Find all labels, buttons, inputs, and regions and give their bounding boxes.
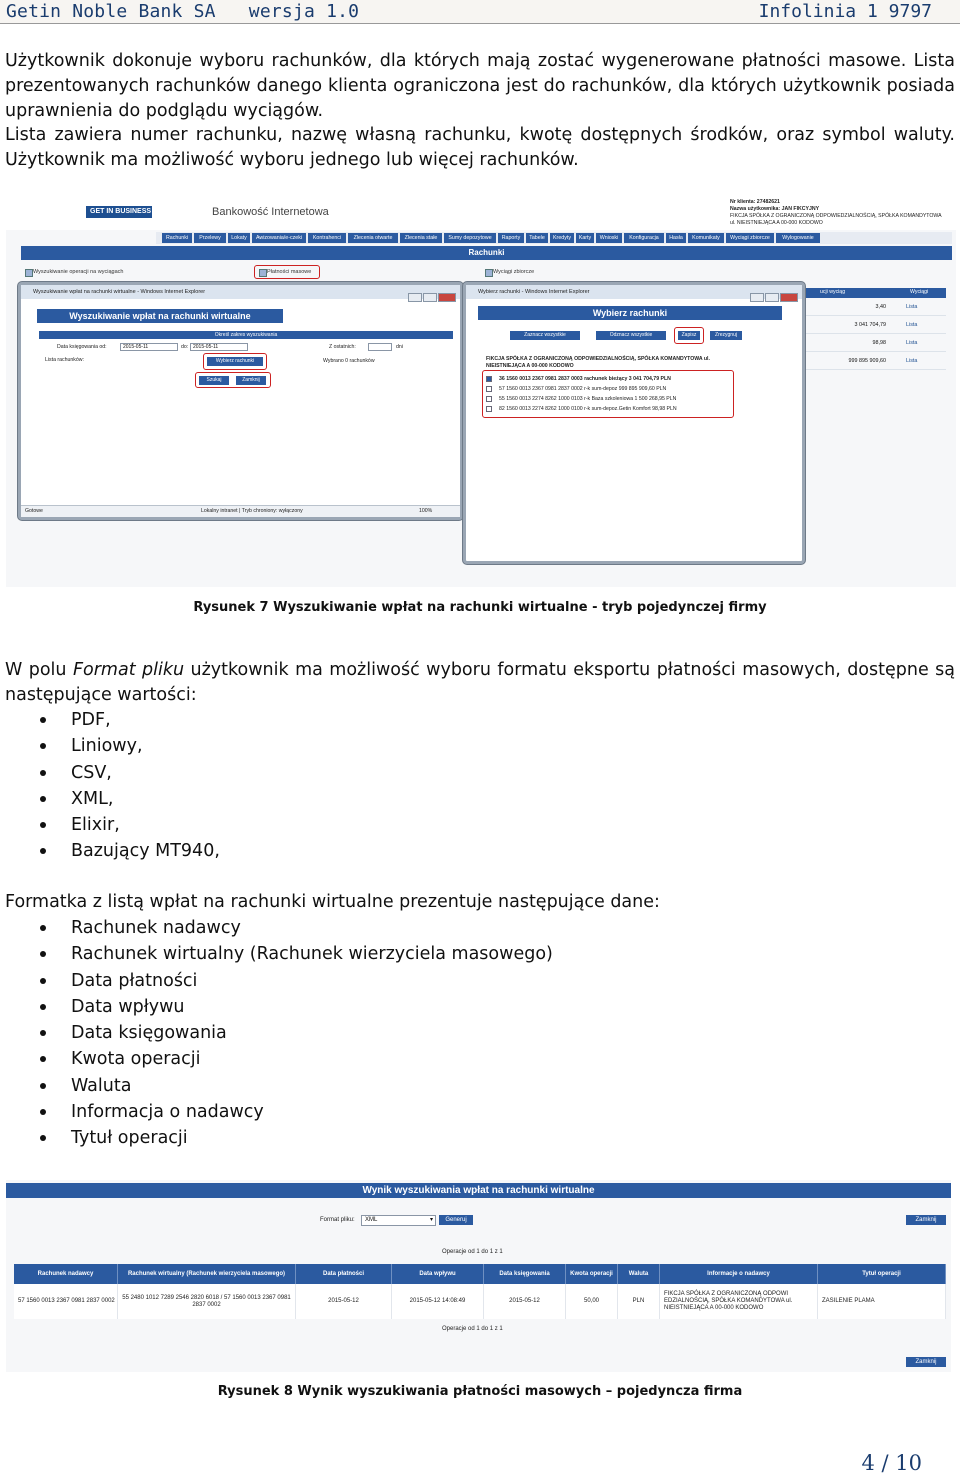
highlight-choose-accounts [203,353,267,370]
table-row [786,298,946,316]
format-list [0,707,220,865]
window2-controls [749,287,799,296]
deselect-all-button[interactable]: Odznacz wszystkie [596,331,666,340]
nav-item[interactable]: Kredyty [550,233,574,243]
list-item: Kwota operacji [0,1046,553,1072]
table-row [786,316,946,334]
list-item: Tytuł operacji [0,1125,553,1151]
table-cell: 2015-05-12 14:08:49 [392,1284,484,1319]
date-to-label: do: [181,344,189,350]
table-cell: PLN [618,1284,660,1319]
table-row [786,334,946,352]
table-row [786,352,946,370]
table-cell: ZASILENIE PLAMA [818,1284,946,1319]
intro-line-3: uprawnienia do podglądu wyciągów. [5,101,324,121]
list-item: Rachunek wirtualny (Rachunek wierzyciela masowego) [0,941,553,967]
table-cell: 57 1560 0013 2367 0981 2837 0002 [14,1284,118,1319]
nav-item[interactable]: Wyciągi zbiorcze [726,233,774,243]
figure-7-screenshot [6,192,956,587]
close-window-button[interactable] [780,293,798,302]
col-header-statements: Wyciągi [910,289,929,295]
generate-button[interactable]: Generuj [439,1215,473,1225]
subtab-statement-search[interactable]: Wyszukiwanie operacji na wyciągach [24,267,123,277]
window-choose-accounts [463,282,805,564]
days-label: dni [396,344,403,350]
client-info [730,199,956,227]
nav-item[interactable]: Lokaty [228,233,250,243]
data-list [0,915,553,1152]
ops-count-bottom: Operacje od 1 do 1 z 1 [442,1326,503,1332]
accounts-label: Lista rachunków: [45,357,84,363]
format-line-1: W polu Format pliku użytkownik ma możliwość wyboru formatu eksportu płatności masowych, dostępne są [5,660,956,680]
close-button[interactable]: Zamknij [236,376,266,385]
list-item: Rachunek nadawcy [0,915,553,941]
minimize-button[interactable] [750,293,764,302]
choose-accounts-button[interactable]: Wybierz rachunki [207,357,263,366]
table-cell: 50,00 [566,1284,618,1319]
account-text: 82 1560 0013 2274 8262 1000 0100 r-k sum-depoz.Getin Komfort 98,98 PLN [499,406,677,412]
format-label: Format pliku: [320,1217,355,1223]
search-button[interactable]: Szukaj [199,376,229,385]
nav-item[interactable]: Sumy depozytowe [444,233,496,243]
statement-list-link[interactable]: Lista [906,340,918,346]
balance: 3 041 704,79 [854,322,886,328]
nav-item[interactable]: Raporty [498,233,524,243]
nav-item[interactable]: Komunikaty [688,233,724,243]
column-header: Tytuł operacji [818,1264,946,1284]
maximize-button[interactable] [765,293,779,302]
balance: 999 895 909,60 [848,358,886,364]
highlight-save [674,327,704,344]
last-days-input[interactable] [368,343,392,351]
column-header: Data płatności [296,1264,392,1284]
highlight-mass-payments [254,265,320,279]
minimize-button[interactable] [408,293,422,302]
statement-list-link[interactable]: Lista [906,304,918,310]
table-cell: FIKCJA SPÓŁKA Z OGRANICZONĄ ODPOWI EDZIALNOŚCIĄ, SPÓŁKA KOMANDYTOWA ul. NIEISTNIEJĄCA A 00-000 KODOWO [660,1284,818,1319]
cancel-button[interactable]: Zrezygnuj [710,331,742,340]
intro-line-5: Użytkownik ma możliwość wyboru jednego lub więcej rachunków. [5,150,579,170]
page-number: 4 / 10 [861,1451,922,1475]
column-header: Kwota operacji [566,1264,618,1284]
nav-item[interactable]: Hasła [666,233,686,243]
company-header: FIKCJA SPÓŁKA Z OGRANICZONĄ ODPOWIEDZIALNOŚCIĄ, SPÓŁKA KOMANDYTOWA ul. NIEISTNIEJĄCA A 00-000 KODOWO [486,356,710,369]
close-window-button[interactable] [438,293,456,302]
search-panel-title: Wyszukiwanie wpłat na rachunki wirtualne [37,309,283,323]
figure-8-screenshot [6,1180,951,1372]
client-company: FIKCJA SPÓŁKA Z OGRANICZONĄ ODPOWIEDZIALNOŚCIĄ, SPÓŁKA KOMANDYTOWA [730,213,942,219]
result-table-header [14,1264,946,1284]
choose-panel-title: Wybierz rachunki [478,306,782,320]
column-header: Informacje o nadawcy [660,1264,818,1284]
nav-item[interactable]: Przelewy [194,233,226,243]
table-cell: 55 2480 1012 7289 2546 2820 6018 / 57 1560 0013 2367 0981 2837 0002 [118,1284,296,1319]
select-all-button[interactable]: Zaznacz wszystkie [510,331,580,340]
balance: 98,98 [872,340,886,346]
statement-list-link[interactable]: Lista [906,322,918,328]
section-bar: Rachunki [21,246,952,260]
nav-item[interactable]: Tabele [526,233,548,243]
nav-item[interactable]: Zlecenia otwarte [348,233,398,243]
list-item: Liniowy, [0,733,220,759]
close-button-top[interactable]: Zamknij [906,1215,946,1225]
status-zoom[interactable]: 100% [419,508,433,514]
list-item: Elixir, [0,812,220,838]
subtab-mass-payments[interactable]: Płatności masowe [258,267,311,277]
bank-topbar [6,192,956,230]
date-from-input[interactable]: 2015-05-11 [120,343,178,351]
account-text: 36 1560 0013 2367 0981 2837 0003 rachunek bieżący 3 041 704,79 PLN [499,376,671,382]
column-header: Data księgowania [484,1264,566,1284]
nav-item[interactable]: Awizowania/e-czeki [252,233,306,243]
list-item: Data wpływu [0,994,553,1020]
table-row[interactable] [14,1284,946,1319]
nav-item[interactable]: Karty [576,233,594,243]
nav-item[interactable]: Kontrahenci [308,233,346,243]
list-item: Data księgowania [0,1020,553,1046]
window2-title: Wybierz rachunki - Windows Internet Explorer [466,285,802,299]
account-text: 57 1560 0013 2367 0981 2837 0002 r-k sum-depoz 999 895 909,60 PLN [499,386,667,392]
format-select[interactable]: XML ▾ [361,1215,436,1226]
list-item: Bazujący MT940, [0,838,220,864]
column-header: Data wpływu [392,1264,484,1284]
column-header: Waluta [618,1264,660,1284]
status-zone: Lokalny intranet | Tryb chroniony: wyłączony [201,508,303,514]
list-intro: Formatka z listą wpłat na rachunki wirtualne prezentuje następujące dane: [5,892,660,912]
list-item: PDF, [0,707,220,733]
date-label: Data księgowania od: [57,344,107,350]
status-ready: Gotowe [25,508,43,514]
list-item: XML, [0,786,220,812]
client-user: Nazwa użytkownika: JAN FIKCYJNY [730,206,820,212]
nav-item[interactable]: Zlecenia stałe [400,233,442,243]
highlight-account-list [482,370,734,418]
statement-list-link[interactable]: Lista [906,358,918,364]
account-text: 55 1560 0013 2274 8262 1000 0103 r-k Baza szkoleniowa 1 500 268,95 PLN [499,396,677,402]
main-nav [156,232,952,244]
intro-line-2: prezentowanych rachunków danego klienta ograniczona jest do rachunków, dla których użytkownik posiada [5,76,955,96]
maximize-button[interactable] [423,293,437,302]
list-item: CSV, [0,760,220,786]
page-header [0,0,960,24]
header-hotline: Infolinia 1 9797 [758,1,932,22]
ops-count-top: Operacje od 1 do 1 z 1 [442,1249,503,1255]
client-address: ul. NIEISTNIEJĄCA A 00-000 KODOWO [730,220,823,226]
col-header-statement: ucji wyciąg [820,289,846,295]
format-line-2: następujące wartości: [5,685,197,705]
subtab-collective-statements[interactable]: Wyciągi zbiorcze [484,267,534,277]
accounts-table-bg [806,288,946,378]
nav-item[interactable]: Konfiguracja [624,233,664,243]
getin-logo: GET IN BUSINESS [86,206,152,218]
column-header: Rachunek nadawcy [14,1264,118,1284]
balance: 3,40 [875,304,886,310]
date-to-input[interactable]: 2015-05-11 [190,343,248,351]
figure-8-caption: Rysunek 8 Wynik wyszukiwania płatności masowych – pojedyncza firma [217,1384,743,1399]
close-button-bottom[interactable]: Zamknij [906,1357,946,1367]
window-controls [407,287,457,296]
column-header: Rachunek wirtualny (Rachunek wierzyciela masowego) [118,1264,296,1284]
range-bar: Określ zakres wyszukiwania [39,331,453,339]
list-item: Waluta [0,1073,553,1099]
chosen-count: Wybrano 0 rachunków [323,358,375,364]
list-item: Informacja o nadawcy [0,1099,553,1125]
window-title: Wyszukiwanie wpłat na rachunki wirtualne - Windows Internet Explorer [21,285,460,299]
nav-item[interactable]: Wnioski [596,233,622,243]
nav-item[interactable]: Wylogowanie [776,233,820,243]
last-days-label: Z ostatnich: [329,344,356,350]
intro-line-4: Lista zawiera numer rachunku, nazwę własną rachunku, kwotę dostępnych środków, oraz symbol waluty. [5,125,955,145]
client-number: Nr klienta: 27482621 [730,199,780,205]
save-button[interactable]: Zapisz [678,331,700,340]
highlight-search-close [195,372,271,388]
header-bank-version: Getin Noble Bank SA wersja 1.0 [6,1,360,22]
status-bar [21,505,460,517]
list-item: Data płatności [0,968,553,994]
figure-7-caption: Rysunek 7 Wyszukiwanie wpłat na rachunki wirtualne - tryb pojedynczej firmy [193,600,767,615]
result-title: Wynik wyszukiwania wpłat na rachunki wirtualne [6,1183,951,1198]
table-cell: 2015-05-12 [296,1284,392,1319]
nav-item[interactable]: Rachunki [162,233,192,243]
table-cell: 2015-05-12 [484,1284,566,1319]
window-search [18,282,463,520]
bank-title: Bankowość Internetowa [212,206,329,218]
intro-line-1: Użytkownik dokonuje wyboru rachunków, dla których mają zostać wygenerowane płatności masowe. Lista [5,51,955,71]
